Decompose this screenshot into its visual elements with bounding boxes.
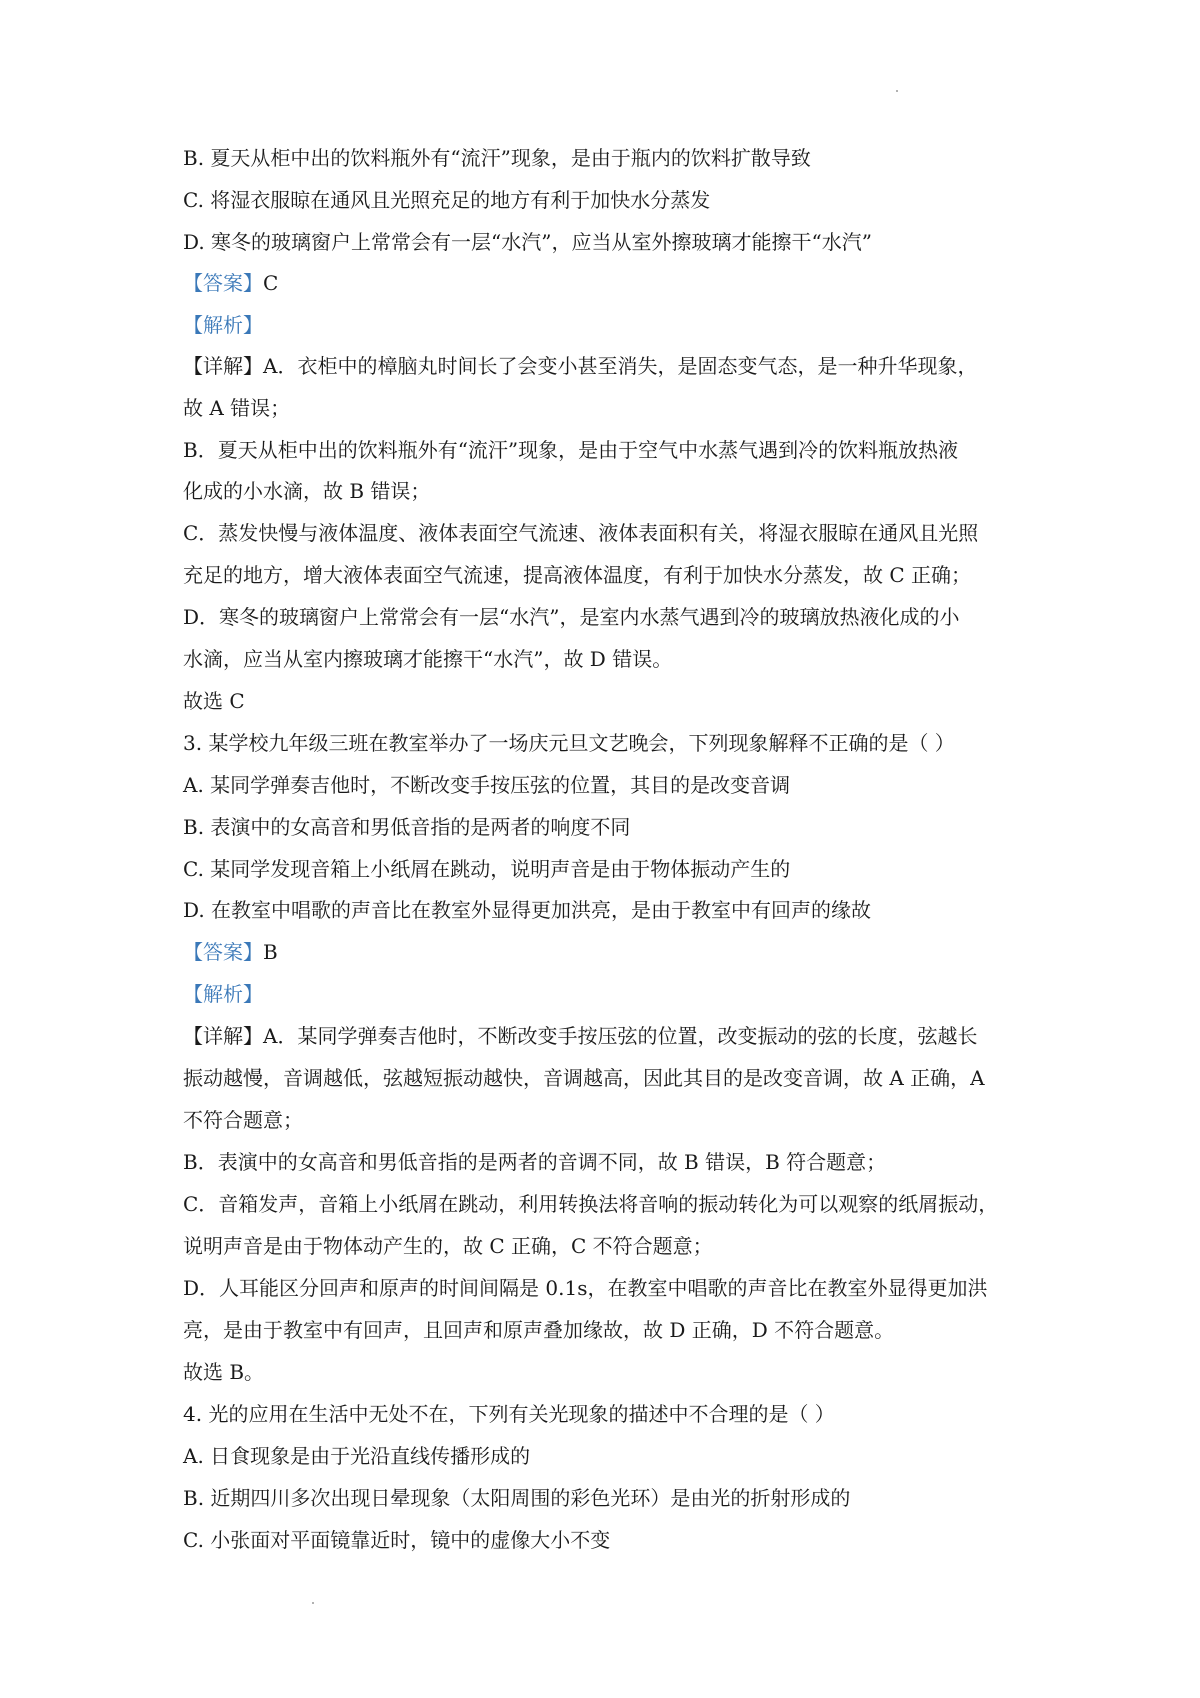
q4-option-c: C. 小张面对平面镜靠近时，镜中的虚像大小不变 [183, 1528, 611, 1552]
q3-conclusion: 故选 B。 [183, 1360, 265, 1384]
q3-detail-c-2: 说明声音是由于物体动产生的，故 C 正确，C 不符合题意； [183, 1234, 713, 1258]
q4-option-a: A. 日食现象是由于光沿直线传播形成的 [183, 1444, 531, 1468]
q3-option-b: B. 表演中的女高音和男低音指的是两者的响度不同 [183, 815, 631, 839]
q2-option-d: D. 寒冬的玻璃窗户上常常会有一层“水汽”，应当从室外擦玻璃才能擦干“水汽” [183, 230, 872, 254]
q3-detail-a-3: 不符合题意； [183, 1108, 303, 1132]
q3-option-d: D. 在教室中唱歌的声音比在教室外显得更加洪亮，是由于教室中有回声的缘故 [183, 898, 872, 922]
q4-option-b: B. 近期四川多次出现日晕现象（太阳周围的彩色光环）是由光的折射形成的 [183, 1486, 851, 1510]
q3-answer [183, 939, 278, 965]
q2-answer-value: C [263, 271, 279, 295]
q3-detail-a-1: 【详解】A．某同学弹奏吉他时，不断改变手按压弦的位置，改变振动的弦的长度，弦越长 [183, 1024, 978, 1048]
q2-detail-d-2: 水滴，应当从室内擦玻璃才能擦干“水汽”，故 D 错误。 [183, 647, 673, 671]
q2-answer-tag: 【答案】 [183, 271, 263, 295]
q2-detail-a-2: 故 A 错误； [183, 396, 291, 420]
q2-option-b: B. 夏天从柜中出的饮料瓶外有“流汗”现象，是由于瓶内的饮料扩散导致 [183, 146, 811, 170]
q3-analysis-tag: 【解析】 [183, 982, 263, 1006]
q2-detail-b-1: B．夏天从柜中出的饮料瓶外有“流汗”现象，是由于空气中水蒸气遇到冷的饮料瓶放热液 [183, 438, 959, 462]
q3-detail-a-2: 振动越慢，音调越低，弦越短振动越快，音调越高，因此其目的是改变音调，故 A 正确，A [183, 1066, 985, 1090]
q2-answer [183, 270, 278, 296]
q4-stem: 4. 光的应用在生活中无处不在，下列有关光现象的描述中不合理的是（ ） [183, 1402, 835, 1426]
q2-detail-c-1: C．蒸发快慢与液体温度、液体表面空气流速、液体表面积有关，将湿衣服晾在通风且光照 [183, 521, 979, 545]
q3-option-a: A. 某同学弹奏吉他时，不断改变手按压弦的位置，其目的是改变音调 [183, 773, 791, 797]
q2-analysis-tag: 【解析】 [183, 313, 263, 337]
q3-detail-d-1: D．人耳能区分回声和原声的时间间隔是 0.1s，在教室中唱歌的声音比在教室外显得更加洪 [183, 1276, 988, 1300]
scan-dot-top [896, 90, 898, 92]
scan-dot-bottom [312, 1602, 314, 1604]
q3-stem: 3. 某学校九年级三班在教室举办了一场庆元旦文艺晚会，下列现象解释不正确的是（ ） [183, 731, 955, 755]
q2-option-c: C. 将湿衣服晾在通风且光照充足的地方有利于加快水分蒸发 [183, 188, 711, 212]
q2-detail-a-1: 【详解】A．衣柜中的樟脑丸时间长了会变小甚至消失，是固态变气态，是一种升华现象， [183, 354, 978, 378]
q3-answer-tag: 【答案】 [183, 940, 263, 964]
q2-conclusion: 故选 C [183, 689, 245, 713]
q3-detail-b-1: B．表演中的女高音和男低音指的是两者的音调不同，故 B 错误，B 符合题意； [183, 1150, 887, 1174]
q3-detail-d-2: 亮，是由于教室中有回声，且回声和原声叠加缘故，故 D 正确，D 不符合题意。 [183, 1318, 895, 1342]
q2-detail-b-2: 化成的小水滴，故 B 错误； [183, 479, 431, 503]
q3-answer-value: B [263, 940, 278, 964]
q3-option-c: C. 某同学发现音箱上小纸屑在跳动，说明声音是由于物体振动产生的 [183, 857, 791, 881]
q3-detail-c-1: C．音箱发声，音箱上小纸屑在跳动，利用转换法将音响的振动转化为可以观察的纸屑振动， [183, 1192, 999, 1216]
q2-detail-d-1: D．寒冬的玻璃窗户上常常会有一层“水汽”，是室内水蒸气遇到冷的玻璃放热液化成的小 [183, 605, 960, 629]
q2-detail-c-2: 充足的地方，增大液体表面空气流速，提高液体温度，有利于加快水分蒸发，故 C 正确； [183, 563, 972, 587]
